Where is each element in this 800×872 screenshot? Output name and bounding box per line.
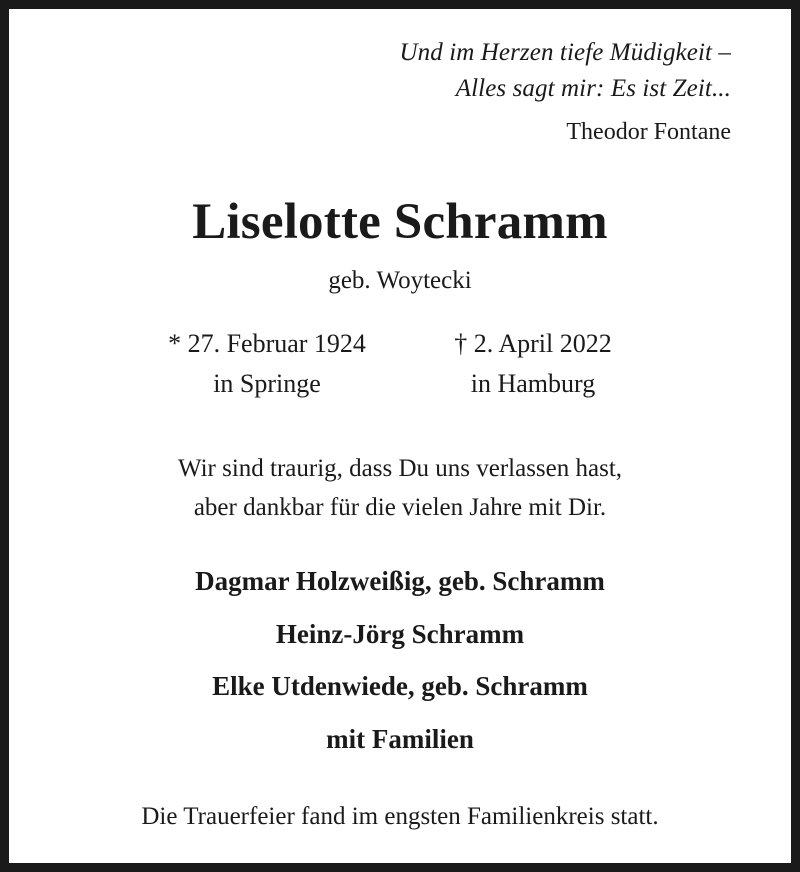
death-column [428, 324, 638, 405]
survivor-name: Heinz-Jörg Schramm [275, 618, 525, 649]
ceremony-note: Die Trauerfeier fand im engsten Familienkreis statt. [141, 803, 659, 831]
maiden-name: geb. Woytecki [328, 267, 472, 295]
birth-date: * 27. Februar 1924 [168, 328, 366, 358]
footer-block [45, 798, 755, 836]
quote-line-2: Alles sagt mir: Es ist Zeit... [455, 74, 731, 102]
survivor-name: Elke Utdenwiede, geb. Schramm [212, 671, 588, 702]
message-block [45, 450, 755, 528]
survivor-name: mit Familien [326, 724, 474, 755]
death-place: in Hamburg [470, 368, 596, 398]
survivors-block [45, 566, 755, 756]
deceased-name: Liselotte Schramm [192, 194, 608, 250]
quote-line-1: Und im Herzen tiefe Müdigkeit – [399, 39, 731, 66]
quote-block [45, 35, 731, 150]
message-line-2: aber dankbar für die vielen Jahre mit Dir. [193, 493, 607, 521]
birth-place: in Springe [213, 368, 321, 398]
death-date: † 2. April 2022 [454, 328, 612, 358]
birth-column [162, 324, 372, 405]
message-line-1: Wir sind traurig, dass Du uns verlassen hast, [177, 455, 623, 483]
survivor-name: Dagmar Holzweißig, geb. Schramm [195, 565, 605, 596]
dates-block [45, 324, 755, 405]
quote-author: Theodor Fontane [566, 119, 731, 145]
name-block [45, 194, 755, 298]
